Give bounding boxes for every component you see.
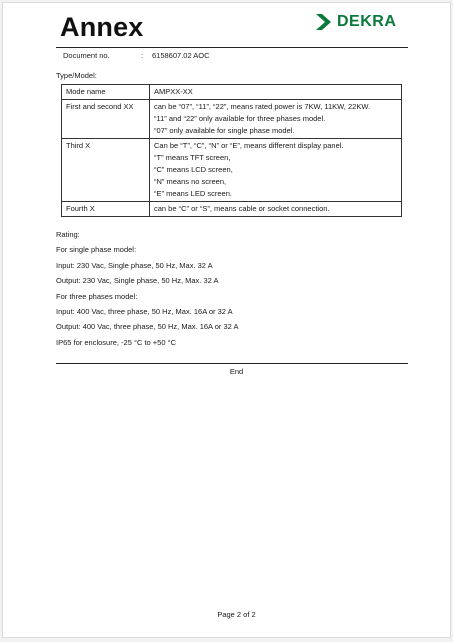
- table-cell-name: First and second XX: [62, 100, 150, 139]
- table-cell-description: [150, 100, 402, 139]
- rating-line: Input: 400 Vac, three phase, 50 Hz, Max. 16A or 32 A: [56, 307, 233, 317]
- rating-section: [56, 227, 238, 350]
- description-line: AMPXX-XX: [154, 87, 193, 96]
- description-line: “11” and “22” only available for three phases model.: [154, 114, 326, 123]
- table-cell-description: [150, 85, 402, 100]
- page-title: Annex: [60, 12, 144, 42]
- dekra-logo: [315, 13, 396, 31]
- document-number-separator: :: [141, 51, 144, 60]
- description-line: “E” means LED screen.: [154, 189, 232, 198]
- description-line: “T” means TFT screen,: [154, 153, 231, 162]
- rating-line: For single phase model:: [56, 245, 137, 255]
- table-row: [62, 85, 402, 100]
- rating-line: Output: 400 Vac, three phase, 50 Hz, Max. 16A or 32 A: [56, 322, 239, 332]
- table-cell-description: [150, 202, 402, 217]
- rating-line: IP65 for enclosure, -25 °C to +50 °C: [56, 337, 177, 347]
- dekra-arrow-icon: [315, 13, 333, 31]
- table-row: [62, 139, 402, 202]
- document-number-line: [63, 51, 210, 60]
- footer-divider: [56, 363, 408, 364]
- table-cell-name: Third X: [62, 139, 150, 202]
- table-row: [62, 100, 402, 139]
- document-number-value: 6158607.02 AOC: [152, 51, 210, 60]
- logo-text: DEKRA: [337, 13, 397, 30]
- document-page: [2, 2, 451, 638]
- rating-line: Output: 230 Vac, Single phase, 50 Hz, Max. 32 A: [56, 276, 219, 286]
- description-line: can be “07”, “11”, “22”, means rated power is 7KW, 11KW, 22KW.: [154, 102, 371, 111]
- rating-line: For three phases model:: [56, 291, 138, 301]
- description-line: “C” means LCD screen,: [154, 165, 233, 174]
- rating-heading: Rating:: [56, 230, 80, 239]
- description-line: Can be “T”, “C”, “N” or “E”, means different display panel.: [154, 141, 344, 150]
- table-cell-description: [150, 139, 402, 202]
- end-marker: End: [229, 367, 244, 376]
- description-line: “N” means no screen,: [154, 177, 227, 186]
- rating-line: Input: 230 Vac, Single phase, 50 Hz, Max. 32 A: [56, 260, 213, 270]
- document-number-label: Document no.: [63, 51, 110, 60]
- header-divider: [56, 47, 408, 48]
- table-row: [62, 202, 402, 217]
- table-cell-name: Fourth X: [62, 202, 150, 217]
- table-cell-name: Mode name: [62, 85, 150, 100]
- description-line: “07” only available for single phase model.: [154, 126, 295, 135]
- type-model-table: [61, 84, 402, 217]
- description-line: can be “C” or “S”, means cable or socket connection.: [154, 204, 330, 213]
- page-number: Page 2 of 2: [217, 610, 256, 619]
- type-model-heading: Type/Model:: [56, 71, 97, 80]
